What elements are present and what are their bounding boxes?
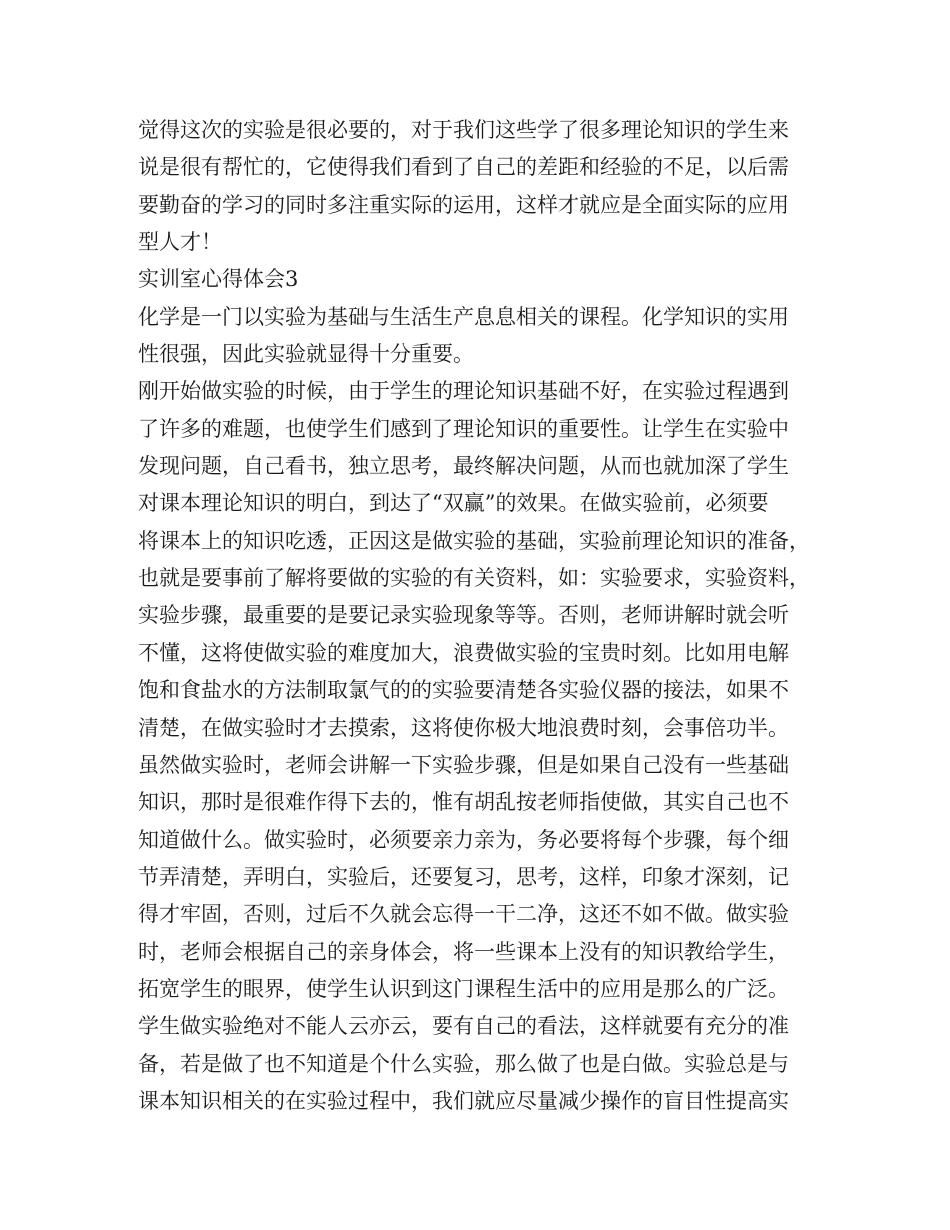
document-body <box>138 112 828 1120</box>
text-line: 知识，那时是很难作得下去的，惟有胡乱按老师指使做，其实自己也不 <box>138 790 789 815</box>
text-line: 时，老师会根据自己的亲身体会，将一些课本上没有的知识教给学生， <box>138 939 789 964</box>
text-line: 清楚，在做实验时才去摸索，这将使你极大地浪费时刻，会事倍功半。 <box>138 715 789 740</box>
text-line: 也就是要事前了解将要做的实验的有关资料，如：实验要求，实验资料， <box>138 566 810 591</box>
text-line: 学生做实验绝对不能人云亦云，要有自己的看法，这样就要有充分的准 <box>138 1014 789 1039</box>
text-line: 实验步骤，最重要的是要记录实验现象等等。否则，老师讲解时就会听 <box>138 603 789 628</box>
text-line: 发现问题，自己看书，独立思考，最终解决问题，从而也就加深了学生 <box>138 454 789 479</box>
text-line: 得才牢固，否则，过后不久就会忘得一干二净，这还不如不做。做实验 <box>138 902 789 927</box>
text-line: 说是很有帮忙的，它使得我们看到了自己的差距和经验的不足，以后需 <box>138 155 789 180</box>
text-line: 备，若是做了也不知道是个什么实验，那么做了也是白做。实验总是与 <box>138 1051 789 1076</box>
text-line: 要勤奋的学习的同时多注重实际的运用，这样才就应是全面实际的应用 <box>138 192 789 217</box>
text-line: 知道做什么。做实验时，必须要亲力亲为，务必要将每个步骤，每个细 <box>138 827 789 852</box>
text-line: 对课本理论知识的明白，到达了“双赢”的效果。在做实验前，必须要 <box>138 491 769 516</box>
text-line: 饱和食盐水的方法制取氯气的的实验要清楚各实验仪器的接法，如果不 <box>138 678 789 703</box>
text-line: 不懂，这将使做实验的难度加大，浪费做实验的宝贵时刻。比如用电解 <box>138 640 789 665</box>
section-heading: 实训室心得体会3 <box>138 267 299 292</box>
text-line: 觉得这次的实验是很必要的，对于我们这些学了很多理论知识的学生来 <box>138 118 789 142</box>
text-line: 化学是一门以实验为基础与生活生产息息相关的课程。化学知识的实用 <box>138 304 789 329</box>
text-line: 虽然做实验时，老师会讲解一下实验步骤，但是如果自己没有一些基础 <box>138 752 789 777</box>
text-line: 了许多的难题，也使学生们感到了理论知识的重要性。让学生在实验中 <box>138 416 789 441</box>
text-line: 拓宽学生的眼界，使学生认识到这门课程生活中的应用是那么的广泛。 <box>138 976 789 1001</box>
text-line: 型人才！ <box>138 230 222 255</box>
text-line: 刚开始做实验的时候，由于学生的理论知识基础不好，在实验过程遇到 <box>138 379 789 404</box>
text-line: 节弄清楚，弄明白，实验后，还要复习，思考，这样，印象才深刻，记 <box>138 864 789 889</box>
text-line: 将课本上的知识吃透，正因这是做实验的基础，实验前理论知识的准备， <box>138 528 810 553</box>
text-line: 课本知识相关的在实验过程中，我们就应尽量减少操作的盲目性提高实 <box>138 1088 789 1113</box>
text-line: 性很强，因此实验就显得十分重要。 <box>138 342 474 367</box>
